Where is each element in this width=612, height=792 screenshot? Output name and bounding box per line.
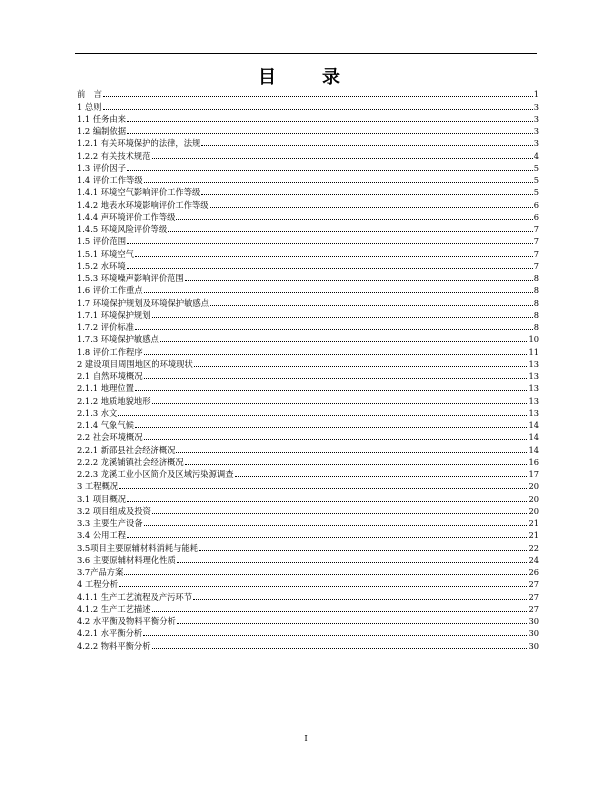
toc-entry[interactable] [77, 382, 539, 394]
toc-entry[interactable] [77, 235, 539, 247]
toc-entry-label: 4 工程分析 [77, 579, 119, 590]
toc-entry-page: 21 [528, 518, 539, 528]
toc-entry[interactable] [77, 627, 539, 639]
toc-entry-page: 5 [533, 187, 539, 198]
toc-entry-label: 1.7.3 环境保护敏感点 [77, 334, 159, 345]
toc-entry-label: 1.4.4 声环境评价工作等级 [77, 211, 176, 222]
toc-entry[interactable] [77, 211, 539, 223]
dot-leader [103, 95, 533, 97]
toc-entry-label: 1.4.2 地表水环境影响评价工作等级 [77, 199, 209, 210]
toc-entry-page: 14 [528, 444, 539, 455]
toc-entry[interactable] [77, 505, 539, 517]
toc-entry[interactable] [77, 272, 539, 284]
toc-entry-label: 1.5.2 水环境 [77, 260, 126, 271]
toc-entry-label: 3.1 项目概况 [77, 493, 127, 504]
dot-leader [152, 402, 528, 404]
toc-entry-page: 17 [528, 469, 539, 479]
toc-entry[interactable] [77, 296, 539, 308]
toc-entry-page: 27 [528, 591, 539, 602]
toc-entry[interactable] [77, 590, 539, 602]
toc-entry-label: 3.5项目主要原辅材料消耗与能耗 [77, 542, 199, 553]
toc-entry[interactable] [77, 333, 539, 345]
dot-leader [144, 438, 528, 440]
toc-entry-label: 2.1.3 水文 [77, 407, 118, 418]
toc-entry[interactable] [77, 517, 539, 529]
toc-entry[interactable] [77, 88, 539, 100]
toc-entry-page: 27 [528, 579, 539, 590]
toc-entry-label: 1.5.1 环境空气 [77, 248, 134, 259]
toc-entry-page: 8 [533, 297, 539, 308]
toc-entry[interactable] [77, 223, 539, 235]
toc-entry-page: 1 [533, 89, 539, 100]
header-rule [75, 53, 537, 54]
toc-entry-label: 1.2.2 有关技术规范 [77, 150, 151, 161]
dot-leader [152, 512, 528, 514]
toc-entry-page: 8 [533, 309, 539, 320]
toc-entry-label: 前 言 [77, 89, 102, 100]
toc-entry[interactable] [77, 162, 539, 174]
toc-entry-label: 2.1.2 地质地貌地形 [77, 395, 151, 406]
toc-entry-page: 14 [528, 432, 539, 443]
dot-leader [135, 426, 528, 428]
toc-entry[interactable] [77, 284, 539, 296]
toc-entry[interactable] [77, 174, 539, 186]
toc-entry[interactable] [77, 419, 539, 431]
toc-entry-label: 3.3 主要生产设备 [77, 518, 143, 528]
toc-entry-label: 3.4 公用工程 [77, 530, 127, 541]
toc-entry-page: 8 [533, 273, 539, 283]
toc-entry-label: 1.2.1 有关环境保护的法律，法规 [77, 138, 201, 149]
dot-leader [152, 316, 533, 318]
toc-entry-label: 3.2 项目组成及投资 [77, 505, 151, 516]
toc-entry-label: 1.5 评价范围 [77, 236, 127, 247]
toc-entry-label: 4.2 水平衡及物料平衡分析 [77, 616, 176, 626]
dot-leader [127, 120, 533, 122]
toc-entry-page: 8 [533, 285, 539, 296]
toc-entry-label: 1.7 环境保护规划及环境保护敏感点 [77, 297, 209, 308]
toc-entry-page: 7 [533, 260, 539, 271]
dot-leader [168, 230, 533, 232]
dot-leader [177, 561, 528, 563]
toc-entry-page: 13 [528, 358, 539, 369]
table-of-contents [77, 88, 539, 652]
dot-leader [160, 340, 528, 342]
toc-entry-label: 4.1.1 生产工艺流程及产污环节 [77, 591, 193, 602]
toc-entry[interactable] [77, 309, 539, 321]
toc-entry-page: 24 [528, 554, 539, 565]
toc-entry-label: 1 总则 [77, 101, 102, 112]
toc-entry[interactable] [77, 137, 539, 149]
toc-entry-label: 1.3 评价因子 [77, 162, 127, 173]
toc-entry-page: 22 [528, 542, 539, 553]
toc-entry-label: 4.2.1 水平衡分析 [77, 628, 143, 639]
dot-leader [210, 206, 533, 208]
toc-entry[interactable] [77, 321, 539, 333]
toc-entry-label: 2.1.1 地理位置 [77, 383, 134, 394]
toc-entry-page: 26 [528, 567, 539, 577]
toc-entry[interactable] [77, 456, 539, 468]
toc-entry-page: 11 [528, 346, 539, 357]
dot-leader [103, 108, 533, 110]
toc-entry-page: 20 [528, 481, 539, 492]
dot-leader [176, 218, 532, 220]
dot-leader [144, 353, 528, 355]
toc-entry[interactable] [77, 186, 539, 198]
toc-entry-label: 1.7.2 评价标准 [77, 322, 134, 332]
toc-entry-page: 13 [528, 407, 539, 418]
toc-entry-page: 3 [533, 101, 539, 112]
toc-entry-page: 20 [528, 505, 539, 516]
dot-leader [127, 536, 527, 538]
toc-entry[interactable] [77, 149, 539, 161]
dot-leader [185, 279, 533, 281]
toc-entry-page: 20 [528, 493, 539, 504]
dot-leader [177, 622, 528, 624]
toc-entry-page: 5 [533, 162, 539, 173]
toc-entry-label: 4.2.2 物料平衡分析 [77, 640, 151, 651]
toc-entry-page: 21 [528, 530, 539, 541]
dot-leader [127, 132, 533, 134]
toc-entry-label: 1.7.1 环境保护规划 [77, 309, 151, 320]
toc-entry-label: 2.2 社会环境概况 [77, 432, 143, 443]
toc-entry-label: 2 建设项目周围地区的环境现状 [77, 358, 193, 369]
toc-entry-page: 13 [528, 383, 539, 394]
dot-leader [210, 304, 533, 306]
toc-entry[interactable] [77, 468, 539, 480]
dot-leader [135, 255, 533, 257]
toc-entry-page: 30 [528, 640, 539, 651]
toc-entry-page: 4 [533, 150, 539, 161]
dot-leader [152, 647, 528, 649]
toc-entry-page: 16 [528, 456, 539, 467]
dot-leader [118, 414, 527, 416]
dot-leader [185, 463, 528, 465]
toc-entry-label: 1.2 编制依据 [77, 126, 127, 136]
toc-entry-label: 3 工程概况 [77, 481, 119, 492]
dot-leader [135, 328, 533, 330]
dot-leader [235, 475, 528, 477]
dot-leader [127, 169, 533, 171]
toc-entry-page: 3 [533, 113, 539, 124]
dot-leader [193, 598, 527, 600]
toc-entry[interactable] [77, 566, 539, 578]
toc-entry[interactable] [77, 260, 539, 272]
toc-entry-page: 30 [528, 616, 539, 626]
toc-entry[interactable] [77, 370, 539, 382]
toc-entry-page: 10 [528, 334, 539, 345]
toc-entry-page: 13 [528, 395, 539, 406]
dot-leader [201, 193, 532, 195]
toc-entry-label: 1.5.3 环境噪声影响评价范围 [77, 273, 184, 283]
toc-entry[interactable] [77, 100, 539, 112]
toc-entry-page: 3 [533, 126, 539, 136]
toc-entry-label: 3.7产品方案 [77, 567, 124, 577]
toc-entry[interactable] [77, 431, 539, 443]
toc-entry-page: 27 [528, 603, 539, 614]
dot-leader [127, 267, 533, 269]
dot-leader [127, 242, 533, 244]
toc-entry-label: 1.6 评价工作重点 [77, 285, 143, 296]
dot-leader [119, 585, 527, 587]
dot-leader [201, 144, 532, 146]
toc-entry[interactable] [77, 578, 539, 590]
toc-entry-page: 13 [528, 371, 539, 381]
toc-entry-label: 3.6 主要原辅材料理化性质 [77, 554, 176, 565]
toc-entry-label: 2.2.1 新邵县社会经济概况 [77, 444, 176, 455]
dot-leader [152, 157, 533, 159]
toc-entry-label: 1.8 评价工作程序 [77, 346, 143, 357]
dot-leader [144, 291, 533, 293]
dot-leader [152, 610, 528, 612]
toc-entry[interactable] [77, 492, 539, 504]
toc-entry-page: 30 [528, 628, 539, 639]
dot-leader [176, 451, 527, 453]
toc-entry-page: 6 [533, 211, 539, 222]
toc-entry-page: 8 [533, 322, 539, 332]
toc-entry-page: 7 [533, 224, 539, 234]
toc-entry[interactable] [77, 603, 539, 615]
toc-entry[interactable] [77, 394, 539, 406]
toc-entry-label: 1.1 任务由来 [77, 113, 127, 124]
toc-entry-page: 7 [533, 248, 539, 259]
toc-entry[interactable] [77, 358, 539, 370]
toc-entry[interactable] [77, 407, 539, 419]
dot-leader [143, 634, 527, 636]
toc-entry[interactable] [77, 443, 539, 455]
toc-entry-label: 2.2.3 龙溪工业小区简介及区域污染源调查 [77, 469, 234, 479]
dot-leader [144, 181, 533, 183]
toc-entry-page: 7 [533, 236, 539, 247]
toc-entry-page: 6 [533, 199, 539, 210]
dot-leader [144, 377, 528, 379]
toc-entry-label: 1.4.5 环境风险评价等级 [77, 224, 168, 234]
toc-entry[interactable] [77, 345, 539, 357]
toc-title: 目 录 [258, 67, 354, 88]
toc-entry[interactable] [77, 615, 539, 627]
toc-entry[interactable] [77, 541, 539, 553]
toc-entry-page: 5 [533, 175, 539, 185]
toc-entry[interactable] [77, 113, 539, 125]
page-number: I [304, 734, 308, 744]
toc-entry[interactable] [77, 247, 539, 259]
toc-entry[interactable] [77, 529, 539, 541]
dot-leader [135, 389, 528, 391]
toc-entry-label: 1.4.1 环境空气影响评价工作等级 [77, 187, 201, 198]
dot-leader [144, 524, 528, 526]
toc-entry[interactable] [77, 480, 539, 492]
dot-leader [119, 487, 527, 489]
toc-entry-label: 1.4 评价工作等级 [77, 175, 143, 185]
toc-entry-page: 3 [533, 138, 539, 149]
dot-leader [127, 500, 527, 502]
toc-entry-label: 2.2.2 龙溪铺镇社会经济概况 [77, 456, 184, 467]
toc-entry-label: 2.1.4 气象气候 [77, 420, 134, 430]
toc-entry[interactable] [77, 125, 539, 137]
toc-entry-page: 14 [528, 420, 539, 430]
toc-entry[interactable] [77, 554, 539, 566]
toc-entry-label: 4.1.2 生产工艺描述 [77, 603, 151, 614]
toc-entry-label: 2.1 自然环境概况 [77, 371, 143, 381]
toc-entry[interactable] [77, 639, 539, 651]
dot-leader [199, 549, 527, 551]
dot-leader [124, 573, 527, 575]
dot-leader [194, 365, 528, 367]
toc-entry[interactable] [77, 198, 539, 210]
